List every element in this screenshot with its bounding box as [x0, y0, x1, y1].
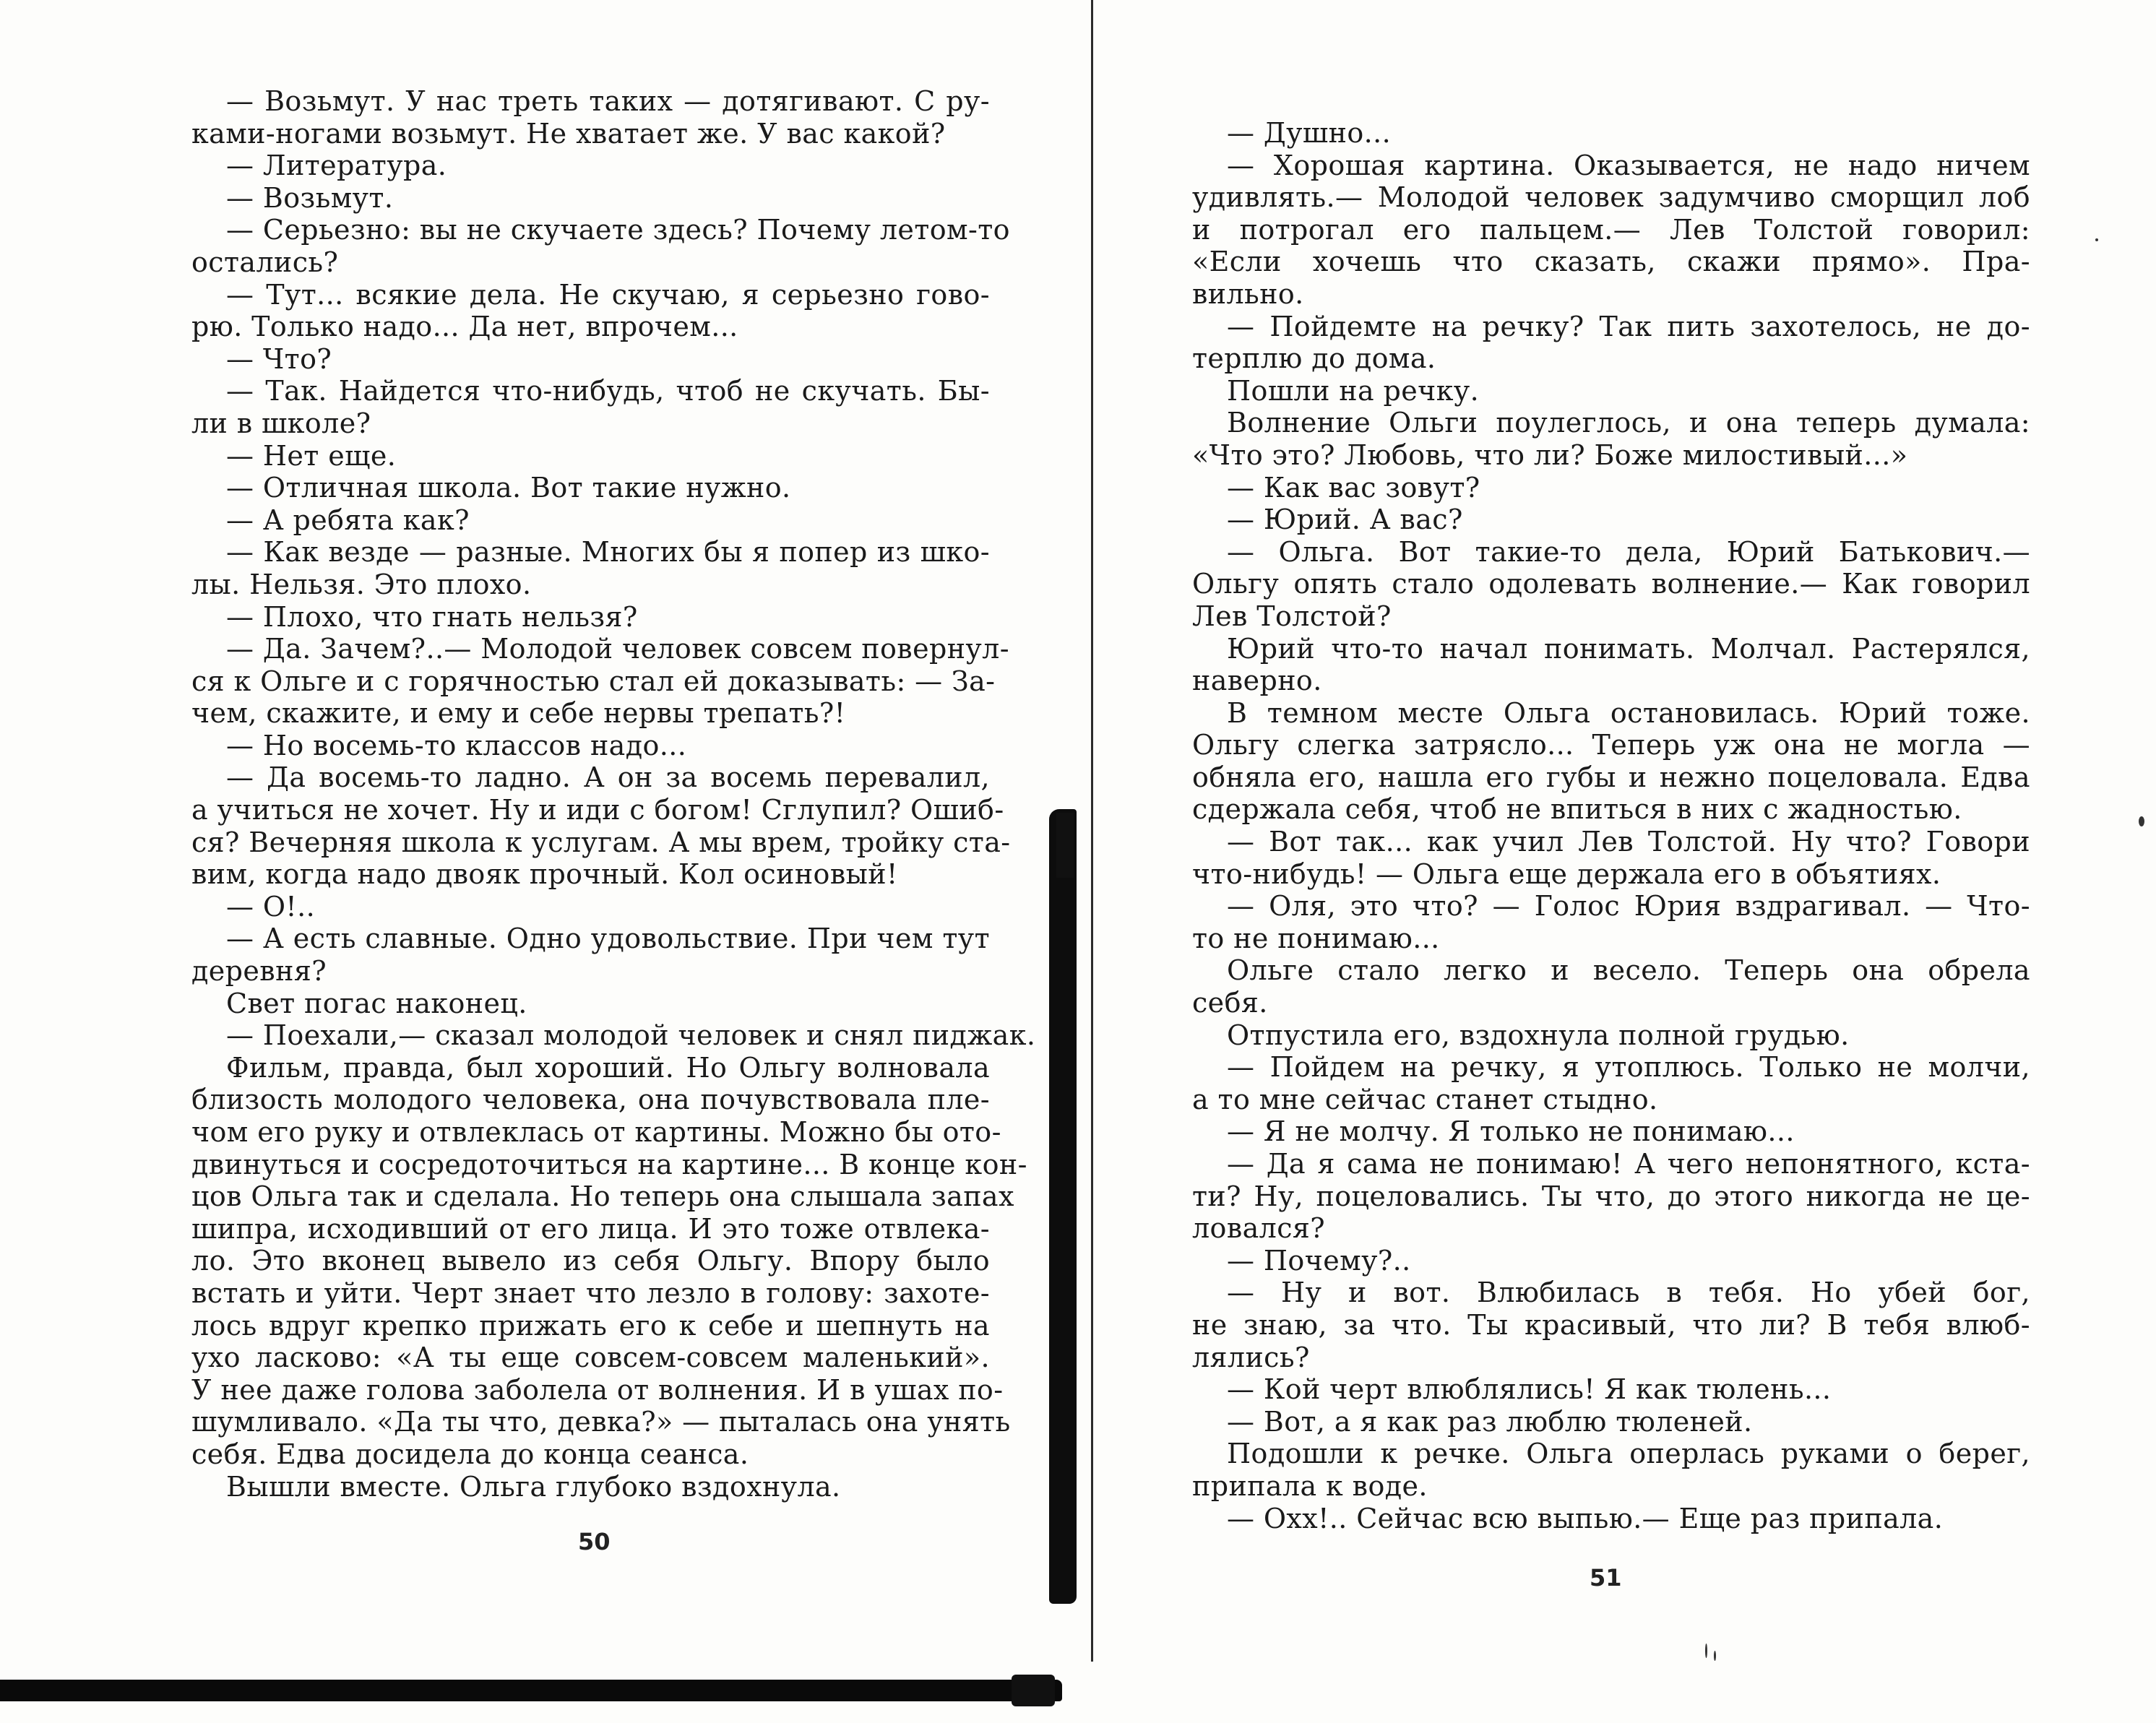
text-line: — Как вас зовут?: [1227, 471, 1480, 504]
text-line: Юрий что-то начал понимать. Молчал. Растерялся,: [1227, 632, 2030, 665]
left-page-number: 50: [578, 1528, 611, 1555]
scan-speck: [2095, 238, 2098, 241]
text-line: — Как везде — разные. Многих бы я попер из шко-: [226, 536, 990, 569]
bottom-scan-edge-tip: [1012, 1675, 1055, 1706]
text-line: цов Ольга так и сделала. Но теперь она слышала запах: [191, 1180, 1014, 1213]
text-line: «Если хочешь что сказать, скажи прямо». Пра-: [1192, 246, 2030, 278]
text-line: — Плохо, что гнать нельзя?: [226, 600, 638, 633]
text-line: близость молодого человека, она почувствовала пле-: [191, 1084, 990, 1116]
text-line: — Да восемь-то ладно. А он за восемь перевалил,: [226, 761, 990, 794]
text-line: — Отличная школа. Вот такие нужно.: [226, 472, 791, 504]
text-line: — Ольга. Вот такие-то дела, Юрий Батькович.—: [1227, 535, 2030, 568]
text-line: себя.: [1192, 987, 1268, 1019]
text-line: — Нет еще.: [226, 439, 397, 472]
bottom-scan-edge: [0, 1680, 1062, 1701]
text-line: лялись?: [1192, 1341, 1310, 1373]
text-line: — Ну и вот. Влюбилась в тебя. Но убей бог,: [1227, 1277, 2030, 1309]
text-line: — Оля, это что? — Голос Юрия вздрагивал. — Что-: [1227, 890, 2030, 923]
text-line: наверно.: [1192, 665, 1322, 697]
text-line: У нее даже голова заболела от волнения. И в ушах по-: [191, 1373, 1004, 1406]
text-line: а то мне сейчас станет стыдно.: [1192, 1083, 1658, 1115]
scan-speck: [1714, 1651, 1716, 1661]
text-line: — Литература.: [226, 150, 447, 182]
text-line: то не понимаю...: [1192, 922, 1440, 954]
text-line: — А есть славные. Одно удовольствие. При чем тут: [226, 923, 990, 955]
text-line: Свет погас наконец.: [226, 987, 527, 1019]
text-line: шипра, исходивший от его лица. И это тоже отвлека-: [191, 1212, 990, 1245]
text-line: ти? Ну, поцеловались. Ты что, до этого никогда не це-: [1192, 1180, 2030, 1212]
text-line: двинуться и сосредоточиться на картине... В конце кон-: [191, 1148, 1027, 1180]
text-line: и потрогал его пальцем.— Лев Толстой говорил:: [1192, 213, 2030, 246]
text-line: ловался?: [1192, 1212, 1326, 1245]
text-line: терплю до дома.: [1192, 342, 1436, 375]
text-line: шумливало. «Да ты что, девка?» — пыталась она унять: [191, 1406, 1011, 1438]
text-line: — А ребята как?: [226, 504, 470, 536]
text-line: Фильм, правда, был хороший. Но Ольгу волновала: [226, 1051, 990, 1084]
text-line: — Так. Найдется что-нибудь, чтоб не скучать. Бы-: [226, 375, 990, 407]
text-line: Ольге стало легко и весело. Теперь она обрела: [1227, 954, 2030, 987]
text-line: — О!..: [226, 890, 316, 923]
text-line: вильно.: [1192, 277, 1304, 310]
text-line: «Что это? Любовь, что ли? Боже милостивый...»: [1192, 439, 1908, 471]
gutter-scan-shadow-top: [1056, 813, 1074, 878]
text-line: — Возьмут. У нас треть таких — дотягивают. С ру-: [226, 85, 990, 117]
text-line: ли в школе?: [191, 407, 371, 439]
text-line: не знаю, за что. Ты красивый, что ли? В тебя влюб-: [1192, 1308, 2030, 1341]
left-page-text: [191, 85, 1036, 1503]
text-line: встать и уйти. Черт знает что лезло в голову: захоте-: [191, 1277, 990, 1309]
text-line: что-нибудь! — Ольга еще держала его в объятиях.: [1192, 858, 1941, 890]
gutter-scan-shadow: [1049, 809, 1077, 1604]
text-line: — Вот, а я как раз люблю тюленей.: [1227, 1405, 1753, 1438]
text-line: удивлять.— Молодой человек задумчиво сморщил лоб: [1192, 181, 2030, 214]
text-line: Подошли к речке. Ольга оперлась руками о берег,: [1227, 1438, 2030, 1470]
text-line: В темном месте Ольга остановилась. Юрий тоже.: [1227, 696, 2030, 729]
text-line: ся? Вечерняя школа к услугам. А мы врем, тройку ста-: [191, 826, 1011, 858]
text-line: Ольгу опять стало одолевать волнение.— Как говорил: [1192, 568, 2030, 600]
text-line: — Что?: [226, 342, 332, 375]
text-line: остались?: [191, 246, 339, 278]
text-line: Волнение Ольги поулеглось, и она теперь думала:: [1227, 407, 2030, 439]
text-line: — Юрий. А вас?: [1227, 504, 1463, 536]
text-line: Вышли вместе. Ольга глубоко вздохнула.: [226, 1470, 841, 1503]
scan-speck: [1705, 1644, 1707, 1658]
text-line: — Тут... всякие дела. Не скучаю, я серьезно гово-: [226, 278, 990, 311]
right-page-number: 51: [1590, 1564, 1622, 1592]
text-line: — Хорошая картина. Оказывается, не надо ничем: [1227, 149, 2030, 181]
text-line: деревня?: [191, 955, 327, 988]
text-line: — Пойдемте на речку? Так пить захотелось, не до-: [1227, 310, 2030, 342]
text-line: ками-ногами возьмут. Не хватает же. У вас какой?: [191, 117, 946, 150]
text-line: лось вдруг крепко прижать его к себе и шепнуть на: [191, 1309, 990, 1342]
text-line: припала к воде.: [1192, 1469, 1428, 1502]
text-line: — Почему?..: [1227, 1244, 1411, 1277]
text-line: сдержала себя, чтоб не впиться в них с жадностью.: [1192, 793, 1962, 826]
right-page-text: [1192, 117, 2030, 1534]
text-line: обняла его, нашла его губы и нежно поцеловала. Едва: [1192, 761, 2030, 793]
text-line: — Охх!.. Сейчас всю выпью.— Еще раз припала.: [1227, 1502, 1944, 1534]
text-line: — Да я сама не понимаю! А чего непонятного, кста-: [1227, 1148, 2030, 1180]
text-line: Отпустила его, вздохнула полной грудью.: [1227, 1019, 1850, 1051]
text-line: — Поехали,— сказал молодой человек и снял пиджак.: [226, 1019, 1036, 1052]
text-line: — Душно...: [1227, 117, 1392, 149]
text-line: ся к Ольге и с горячностью стал ей доказывать: — За-: [191, 665, 996, 697]
text-line: чем, скажите, и ему и себе нервы трепать?!: [191, 697, 846, 730]
text-line: — Возьмут.: [226, 181, 394, 214]
text-line: — Я не молчу. Я только не понимаю...: [1227, 1115, 1795, 1148]
text-line: Лев Толстой?: [1192, 600, 1392, 632]
text-line: — Серьезно: вы не скучаете здесь? Почему летом-то: [226, 214, 1010, 246]
text-line: — Но восемь-то классов надо...: [226, 729, 687, 761]
text-line: рю. Только надо... Да нет, впрочем...: [191, 311, 738, 343]
text-line: ло. Это вконец вывело из себя Ольгу. Впору было: [191, 1245, 990, 1277]
text-line: — Пойдем на речку, я утоплюсь. Только не молчи,: [1227, 1051, 2030, 1084]
text-line: — Да. Зачем?..— Молодой человек совсем повернул-: [226, 633, 1009, 665]
text-line: чом его руку и отвлеклась от картины. Можно бы ото-: [191, 1116, 1001, 1148]
text-line: — Кой черт влюблялись! Я как тюлень...: [1227, 1373, 1832, 1406]
text-line: Пошли на речку.: [1227, 374, 1480, 407]
gutter-line: [1091, 0, 1093, 1662]
text-line: ухо ласково: «А ты еще совсем-совсем маленький».: [191, 1342, 990, 1374]
text-line: — Вот так... как учил Лев Толстой. Ну что? Говори: [1227, 826, 2030, 858]
text-line: лы. Нельзя. Это плохо.: [191, 568, 532, 600]
text-line: Ольгу слегка затрясло... Теперь уж она не могла —: [1192, 729, 2030, 761]
text-line: вим, когда надо двояк прочный. Кол осиновый!: [191, 858, 898, 891]
text-line: а учиться не хочет. Ну и иди с богом! Сглупил? Ошиб-: [191, 794, 1004, 826]
scan-speck: [2139, 816, 2144, 826]
text-line: себя. Едва досидела до конца сеанса.: [191, 1438, 749, 1470]
